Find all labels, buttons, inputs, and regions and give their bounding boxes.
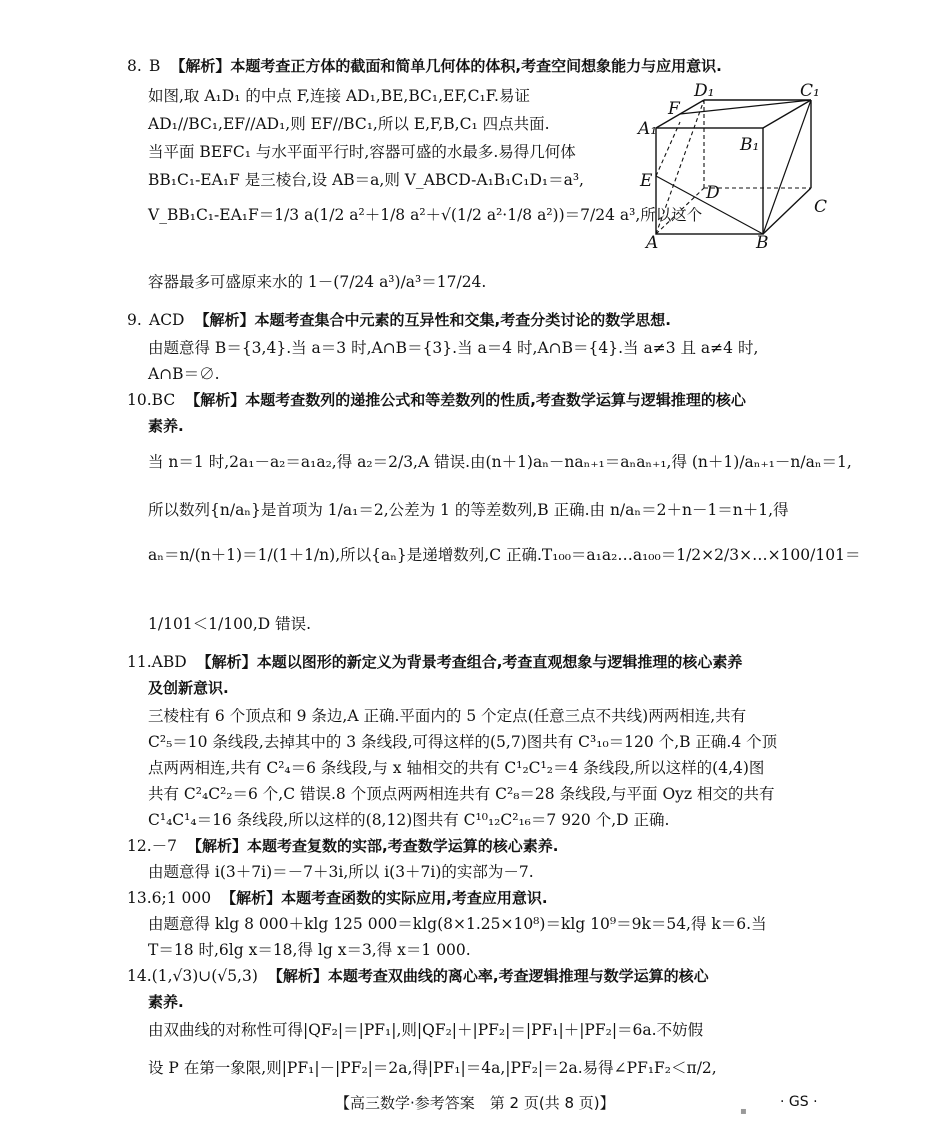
edge-BC bbox=[763, 188, 811, 234]
q10-line-1: 当 n＝1 时,2a₁－a₂＝a₁a₂,得 a₂＝2/3,A 错误.由(n＋1)aₙ－naₙ₊₁＝aₙaₙ₊₁,得 (n＋1)/aₙ₊₁－n/aₙ＝1, bbox=[148, 453, 852, 471]
q8-line-2: AD₁//BC₁,EF//AD₁,则 EF//BC₁,所以 E,F,B,C₁ 四点共面. bbox=[148, 115, 550, 133]
q11-description: 本题以图形的新定义为背景考查组合,考查直观想象与逻辑推理的核心素养 bbox=[256, 653, 743, 671]
q14-answer: (1,√3)∪(√5,3) bbox=[151, 967, 258, 985]
q8-number: 8. bbox=[127, 57, 142, 75]
q11-line-5: C¹₄C¹₄＝16 条线段,所以这样的(8,12)图共有 C¹⁰₁₂C²₁₆＝7 920 个,D 正确. bbox=[148, 811, 670, 829]
q12-header bbox=[127, 836, 558, 856]
q11-tag: 【解析】 bbox=[196, 653, 257, 671]
q12-tag: 【解析】 bbox=[187, 837, 248, 855]
segment-AD1 bbox=[656, 100, 704, 234]
q13-answer: 6;1 000 bbox=[151, 889, 212, 907]
label-D1: D₁ bbox=[694, 81, 715, 101]
q11-line-4: 共有 C²₄C²₂＝6 个,C 错误.8 个顶点两两相连共有 C²₈＝28 条线段,与平面 Oyz 相交的共有 bbox=[148, 785, 775, 803]
q11-line-2: C²₅＝10 条线段,去掉其中的 3 条线段,可得这样的(5,7)图共有 C³₁₀＝120 个,B 正确.4 个顶 bbox=[148, 733, 778, 751]
q11-answer: ABD bbox=[151, 653, 187, 671]
q8-line-1: 如图,取 A₁D₁ 的中点 F,连接 AD₁,BE,BC₁,EF,C₁F.易证 bbox=[148, 87, 530, 105]
q9-line-2: A∩B＝∅. bbox=[148, 365, 220, 383]
label-C1: C₁ bbox=[800, 81, 820, 101]
edge-AD bbox=[656, 188, 704, 234]
q10-line-3: aₙ＝n/(n＋1)＝1/(1＋1/n),所以{aₙ}是递增数列,C 正确.T₁₀₀＝a₁a₂…a₁₀₀＝1/2×2/3×…×100/101＝ bbox=[148, 546, 861, 564]
q8-description: 本题考查正方体的截面和简单几何体的体积,考查空间想象能力与应用意识. bbox=[230, 57, 722, 75]
label-A: A bbox=[646, 233, 659, 250]
q8-line-5: V_BB₁C₁-EA₁F＝1/3 a(1/2 a²＋1/8 a²＋√(1/2 a²·1/8 a²))＝7/24 a³,所以这个 bbox=[148, 206, 703, 224]
label-B: B bbox=[756, 233, 769, 250]
q10-description-cont: 素养. bbox=[148, 417, 184, 435]
page-footer: 【高三数学·参考答案 第 2 页(共 8 页)】 bbox=[335, 1094, 615, 1112]
q13-tag: 【解析】 bbox=[221, 889, 282, 907]
label-D: D bbox=[706, 183, 720, 203]
q14-description-cont: 素养. bbox=[148, 993, 184, 1011]
label-E: E bbox=[640, 171, 653, 191]
q14-description: 本题考查双曲线的离心率,考查逻辑推理与数学运算的核心 bbox=[327, 967, 709, 985]
q13-header bbox=[127, 888, 548, 908]
q13-line-1: 由题意得 klg 8 000＋klg 125 000＝klg(8×1.25×10⁸)＝klg 10⁹＝9k＝54,得 k＝6.当 bbox=[148, 915, 767, 933]
q10-description: 本题考查数列的递推公式和等差数列的性质,考查数学运算与逻辑推理的核心 bbox=[245, 391, 746, 409]
q11-header bbox=[127, 652, 742, 672]
footer-code: · GS · bbox=[780, 1094, 818, 1110]
q10-line-4: 1/101＜1/100,D 错误. bbox=[148, 615, 312, 633]
q11-line-1: 三棱柱有 6 个顶点和 9 条边,A 正确.平面内的 5 个定点(任意三点不共线)两两相连,共有 bbox=[148, 707, 747, 725]
q9-description: 本题考查集合中元素的互异性和交集,考查分类讨论的数学思想. bbox=[254, 311, 671, 329]
q10-answer: BC bbox=[151, 391, 176, 409]
q8-line-4: BB₁C₁-EA₁F 是三棱台,设 AB＝a,则 V_ABCD-A₁B₁C₁D₁＝a³, bbox=[148, 171, 584, 189]
cube-figure bbox=[636, 80, 836, 250]
q8-header bbox=[127, 56, 722, 76]
q10-header bbox=[127, 390, 746, 410]
q8-line-3: 当平面 BEFC₁ 与水平面平行时,容器可盛的水最多.易得几何体 bbox=[148, 143, 576, 161]
q8-tag: 【解析】 bbox=[170, 57, 231, 75]
label-F: F bbox=[668, 99, 680, 119]
q9-number: 9. bbox=[127, 311, 142, 329]
q10-tag: 【解析】 bbox=[185, 391, 246, 409]
q10-number: 10. bbox=[127, 391, 152, 409]
label-B1: B₁ bbox=[740, 135, 760, 155]
q13-line-2: T＝18 时,6lg x＝18,得 lg x＝3,得 x＝1 000. bbox=[148, 941, 471, 959]
q11-description-cont: 及创新意识. bbox=[148, 679, 229, 697]
q12-answer: －7 bbox=[151, 837, 178, 855]
q14-header bbox=[127, 966, 709, 986]
q8-answer: B bbox=[149, 57, 161, 75]
q9-answer: ACD bbox=[149, 311, 185, 329]
segment-BC1 bbox=[763, 100, 811, 234]
q11-line-3: 点两两相连,共有 C²₄＝6 条线段,与 x 轴相交的共有 C¹₂C¹₂＝4 条线段,所以这样的(4,4)图 bbox=[148, 759, 765, 777]
q9-line-1: 由题意得 B＝{3,4}.当 a＝3 时,A∩B＝{3}.当 a＝4 时,A∩B＝{4}.当 a≠3 且 a≠4 时, bbox=[148, 339, 759, 357]
q14-number: 14. bbox=[127, 967, 152, 985]
q10-line-2: 所以数列{n/aₙ}是首项为 1/a₁＝2,公差为 1 的等差数列,B 正确.由 n/aₙ＝2＋n－1＝n＋1,得 bbox=[148, 501, 789, 519]
q8-line-6: 容器最多可盛原来水的 1－(7/24 a³)/a³＝17/24. bbox=[148, 273, 487, 291]
q13-description: 本题考查函数的实际应用,考查应用意识. bbox=[281, 889, 548, 907]
q12-description: 本题考查复数的实部,考查数学运算的核心素养. bbox=[247, 837, 559, 855]
footer-dot: ▪ bbox=[740, 1106, 747, 1117]
q13-number: 13. bbox=[127, 889, 152, 907]
label-A1: A₁ bbox=[638, 119, 658, 139]
q9-tag: 【解析】 bbox=[194, 311, 255, 329]
q11-number: 11. bbox=[127, 653, 152, 671]
q14-tag: 【解析】 bbox=[267, 967, 328, 985]
segment-EF bbox=[656, 122, 680, 176]
q12-number: 12. bbox=[127, 837, 152, 855]
q14-line-2: 设 P 在第一象限,则|PF₁|－|PF₂|＝2a,得|PF₁|＝4a,|PF₂|＝2a.易得∠PF₁F₂＜π/2, bbox=[148, 1059, 717, 1077]
q12-line-1: 由题意得 i(3＋7i)＝－7＋3i,所以 i(3＋7i)的实部为－7. bbox=[148, 863, 534, 881]
q14-line-1: 由双曲线的对称性可得|QF₂|＝|PF₁|,则|QF₂|＋|PF₂|＝|PF₁|＋|PF₂|＝6a.不妨假 bbox=[148, 1021, 704, 1039]
label-C: C bbox=[814, 197, 828, 217]
q9-header bbox=[127, 310, 671, 330]
